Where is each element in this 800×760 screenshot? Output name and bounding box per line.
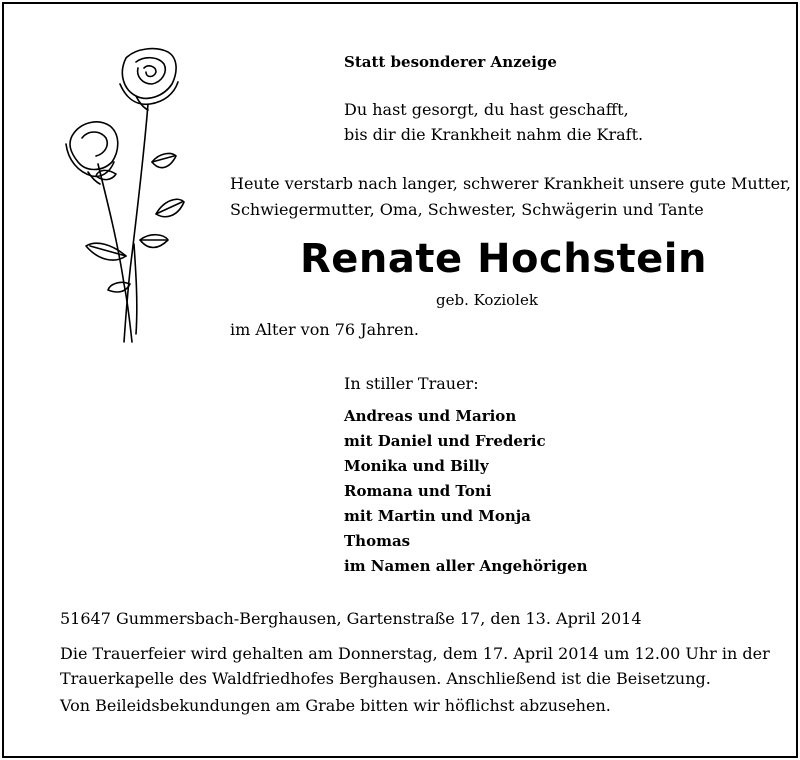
place-date: 51647 Gummersbach-Berghausen, Gartenstraße 17, den 13. April 2014 xyxy=(60,609,642,628)
deceased-name: Renate Hochstein xyxy=(300,236,707,282)
mourning-label: In stiller Trauer: xyxy=(344,374,479,393)
mourner-entry: Romana und Toni xyxy=(344,482,492,500)
notice-kicker: Statt besonderer Anzeige xyxy=(344,53,557,71)
announcement-line: Heute verstarb nach langer, schwerer Krankheit unsere gute Mutter, xyxy=(230,174,792,193)
birth-name: geb. Koziolek xyxy=(436,291,538,309)
memorial-poem xyxy=(344,97,643,147)
mourner-entry: Andreas und Marion xyxy=(344,407,517,425)
mourner-entry: im Namen aller Angehörigen xyxy=(344,557,588,575)
service-line: Trauerkapelle des Waldfriedhofes Berghausen. Anschließend ist die Beisetzung. xyxy=(60,669,711,688)
death-announcement xyxy=(230,171,791,223)
mourner-entry: mit Daniel und Frederic xyxy=(344,432,546,450)
age-text: im Alter von 76 Jahren. xyxy=(230,320,419,339)
poem-line: bis dir die Krankheit nahm die Kraft. xyxy=(344,125,644,144)
poem-line: Du hast gesorgt, du hast geschafft, xyxy=(344,100,629,119)
mourner-entry: mit Martin und Monja xyxy=(344,507,531,525)
mourners-list xyxy=(344,404,588,579)
mourner-entry: Monika und Billy xyxy=(344,457,489,475)
rose-icon xyxy=(40,44,188,344)
condolence-note: Von Beileidsbekundungen am Grabe bitten wir höflichst abzusehen. xyxy=(60,696,611,715)
funeral-service-info xyxy=(60,641,770,691)
mourner-entry: Thomas xyxy=(344,532,411,550)
announcement-line: Schwiegermutter, Oma, Schwester, Schwägerin und Tante xyxy=(230,200,704,219)
obituary-notice xyxy=(2,2,798,758)
service-line: Die Trauerfeier wird gehalten am Donnerstag, dem 17. April 2014 um 12.00 Uhr in der xyxy=(60,644,770,663)
